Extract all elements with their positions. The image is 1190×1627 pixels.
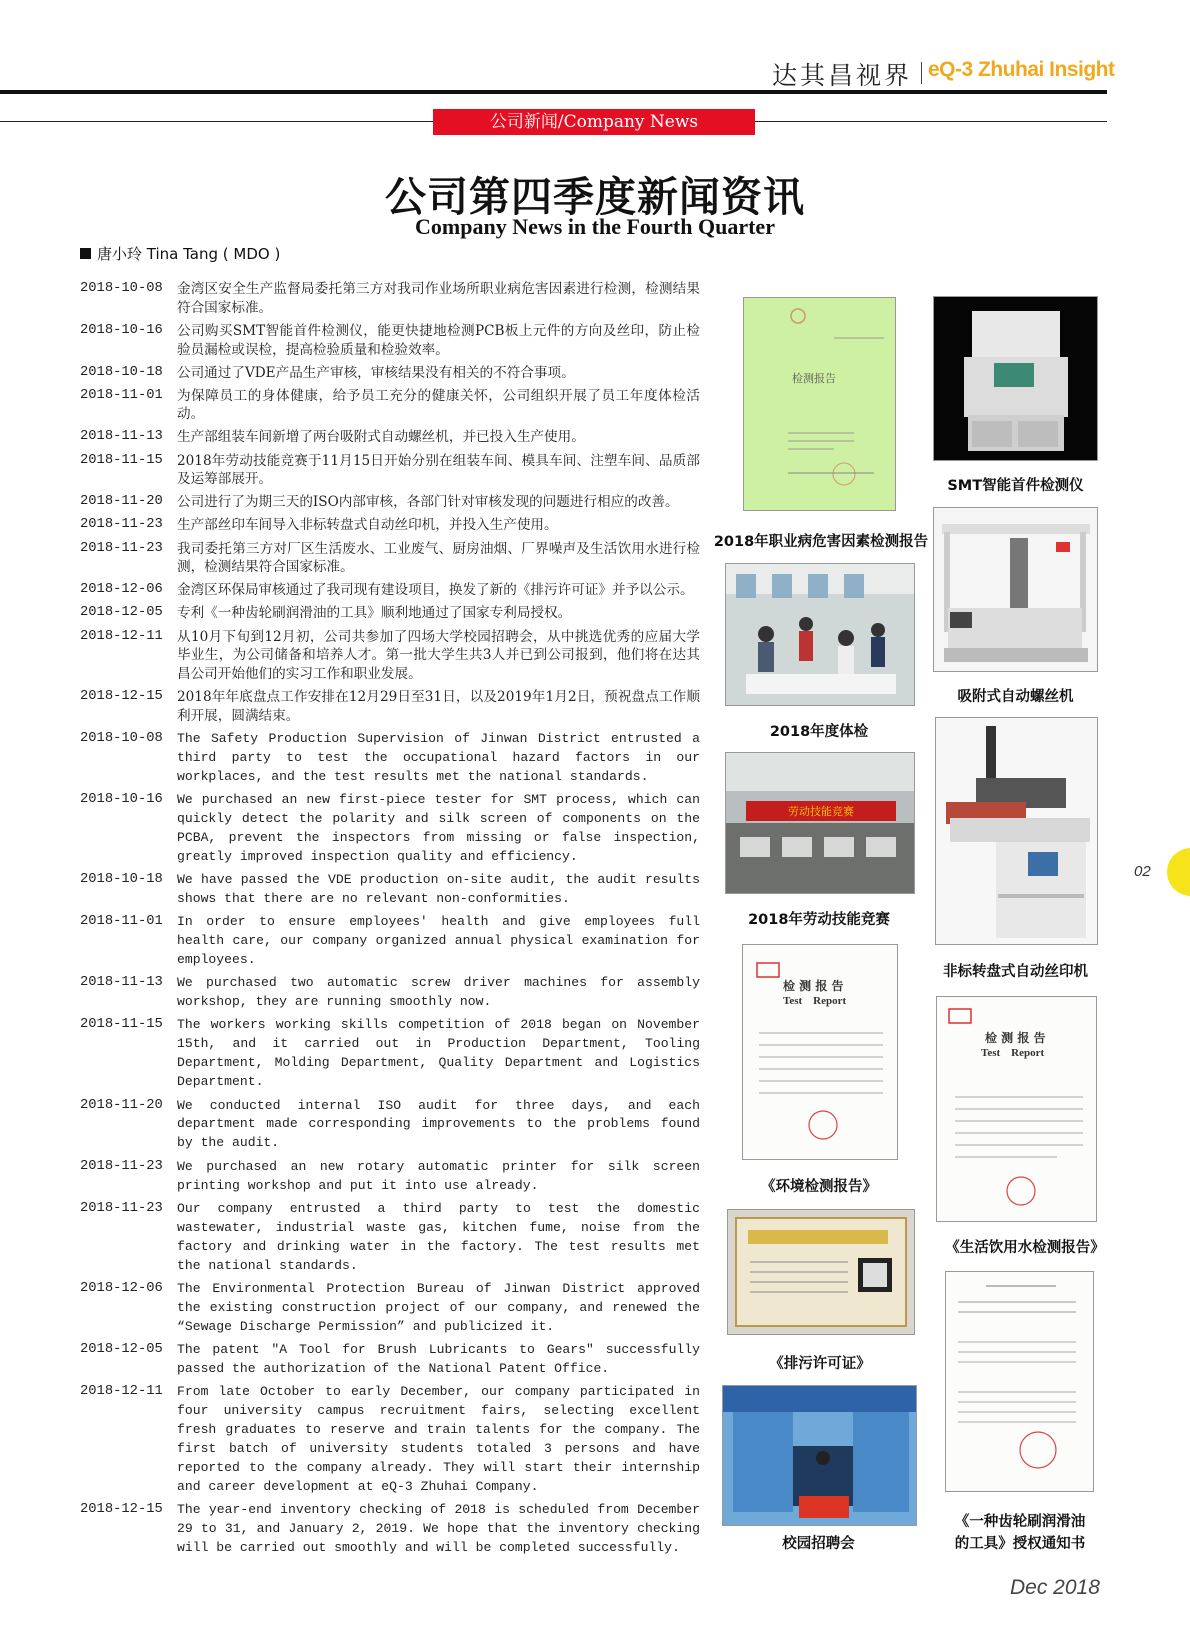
news-text: We purchased two automatic screw driver machines for assembly workshop, they are running smoothly now.: [177, 975, 700, 1010]
news-date: 2018-11-13: [80, 429, 163, 445]
news-item-en: [80, 791, 700, 867]
patent-notice-photo: [945, 1271, 1094, 1492]
news-date: 2018-10-18: [80, 871, 163, 887]
news-item-en: [80, 1383, 700, 1496]
news-text: 公司购买SMT智能首件检测仪，能更快捷地检测PCB板上元件的方向及丝印，防止检验员漏检或误检，提高检验质量和检验效率。: [177, 322, 700, 358]
news-date: 2018-12-05: [80, 605, 163, 621]
machine-image: [936, 718, 1097, 944]
news-text: Our company entrusted a third party to test the domestic wastewater, industrial waste gas, kitchen fume, noise from the factory and drinking water in the factory. The test results met the national standards.: [177, 1200, 700, 1273]
news-item-en: [80, 974, 700, 1012]
news-item: [80, 322, 700, 359]
news-text: 我司委托第三方对厂区生活废水、工业废气、厨房油烟、厂界噪声及生活饮用水进行检测，检测结果符合国家标准。: [177, 540, 700, 576]
news-text: The Safety Production Supervision of Jinwan District entrusted a third party to test the occupational hazard factors in our workplaces, and the test results met the national standards.: [177, 730, 700, 784]
news-item-en: [80, 1501, 700, 1558]
report-heading-en: Test Report: [981, 1047, 1045, 1059]
news-item-en: [80, 1200, 700, 1276]
occupational-report-photo: [743, 297, 896, 511]
caption-patent-line2: 的工具》授权通知书: [954, 1536, 1086, 1552]
header-separator: [921, 62, 922, 84]
news-item: [80, 516, 700, 535]
news-text: 公司进行了为期三天的ISO内部审核，各部门针对审核发现的问题进行相应的改善。: [177, 494, 679, 511]
news-item: [80, 493, 700, 512]
news-date: 2018-11-15: [80, 452, 163, 468]
news-item: [80, 604, 700, 623]
news-item-en: [80, 1280, 700, 1337]
page-tab: [1167, 848, 1190, 896]
news-item: [80, 688, 700, 725]
news-date: 2018-10-18: [80, 364, 163, 380]
news-text: The patent "A Tool for Brush Lubricants to Gears" successfully passed the authorization of the National Patent Office.: [177, 1341, 700, 1376]
news-list: [80, 280, 700, 1562]
machine-image: [934, 297, 1097, 460]
caption-env-report: 《环境检测报告》: [761, 1179, 877, 1195]
permit-photo: [727, 1209, 915, 1335]
report-heading: 检 测 报 告: [783, 979, 844, 993]
news-item: [80, 628, 700, 684]
news-item: [80, 280, 700, 317]
news-text: 生产部组装车间新增了两台吸附式自动螺丝机，并已投入生产使用。: [177, 429, 585, 446]
header-rule: [0, 90, 1107, 94]
env-report-photo: [742, 944, 898, 1160]
news-text: 金湾区环保局审核通过了我司现有建设项目，换发了新的《排污许可证》并予以公示。: [177, 582, 694, 599]
author-line: [80, 243, 280, 264]
bullet-square-icon: [80, 248, 91, 259]
news-item-en: [80, 913, 700, 970]
caption-water-report: 《生活饮用水检测报告》: [945, 1240, 1105, 1256]
machine-image: [934, 508, 1097, 671]
news-item: [80, 428, 700, 447]
report-heading: 检 测 报 告: [985, 1031, 1046, 1045]
news-date: 2018-10-16: [80, 322, 163, 338]
news-text: We conducted internal ISO audit for three days, and each department made corresponding improvements to the problems found by the audit.: [177, 1097, 700, 1151]
news-date: 2018-11-23: [80, 1200, 163, 1216]
photo-image: [726, 753, 914, 893]
magazine-title-en: eQ-3 Zhuhai Insight: [928, 58, 1115, 81]
news-item-en: [80, 1097, 700, 1154]
news-text: 金湾区安全生产监督局委托第三方对我司作业场所职业病危害因素进行检测，检测结果符合国家标准。: [177, 281, 700, 316]
news-item-en: [80, 1341, 700, 1379]
caption-screw: 吸附式自动螺丝机: [957, 689, 1074, 705]
news-text: 从10月下旬到12月初，公司共参加了四场大学校园招聘会，从中挑选优秀的应届大学毕业生，为公司储备和培养人才。第一批大学生共3人并已到公司报到，他们将在达其昌公司开始他们的实习工作和职业发展。: [177, 628, 700, 682]
article-title-en: Company News in the Fourth Quarter: [415, 214, 775, 239]
news-date: 2018-12-11: [80, 1384, 163, 1400]
screw-machine-photo: [933, 507, 1098, 672]
news-text: We purchased an new rotary automatic printer for silk screen printing workshop and put it into use already.: [177, 1158, 700, 1193]
news-date: 2018-12-11: [80, 628, 163, 644]
news-item-en: [80, 871, 700, 909]
article-title-cn: 公司第四季度新闻资讯: [385, 173, 805, 221]
news-item: [80, 540, 700, 577]
photo-image: [723, 1386, 916, 1525]
news-date: 2018-11-01: [80, 914, 163, 930]
news-text: From late October to early December, our company participated in four university campus recruitment fairs, selecting excellent fresh graduates to reserve and train talents for the company. The first batch of university students totaled 3 persons and have reported to the company already. They will start their internship and career development at eQ-3 Zhuhai Company.: [177, 1384, 700, 1494]
news-text: The workers working skills competition of 2018 began on November 15th, and it carried out in Production Department, Tooling Department, Molding Department, Quality Department and Logistics Department.: [177, 1017, 700, 1090]
news-date: 2018-11-15: [80, 1017, 163, 1033]
news-date: 2018-10-16: [80, 791, 163, 807]
campus-recruitment-photo: [722, 1385, 917, 1526]
news-item-en: [80, 730, 700, 787]
caption-physical: 2018年度体检: [769, 724, 869, 740]
news-date: 2018-11-23: [80, 517, 163, 533]
news-date: 2018-12-05: [80, 1341, 163, 1357]
water-report-photo: [936, 996, 1097, 1222]
news-text: 专利《一种齿轮刷润滑油的工具》顺利地通过了国家专利局授权。: [177, 605, 572, 622]
news-date: 2018-11-23: [80, 540, 163, 556]
news-text: 公司通过了VDE产品生产审核，审核结果没有相关的不符合事项。: [177, 364, 575, 381]
smt-tester-photo: [933, 296, 1098, 461]
banner-text: 劳动技能竞赛: [788, 805, 854, 818]
report-heading: 检测报告: [792, 372, 836, 385]
caption-competition: 2018年劳动技能竞赛: [748, 912, 890, 928]
news-item: [80, 387, 700, 424]
caption-campus: 校园招聘会: [782, 1536, 855, 1552]
news-date: 2018-12-06: [80, 1280, 163, 1296]
news-text: 生产部丝印车间导入非标转盘式自动丝印机，并投入生产使用。: [177, 517, 558, 534]
section-label: 公司新闻/Company News: [433, 109, 755, 135]
news-text: In order to ensure employees' health and give employees full health care, our company organized annual physical examination for employees.: [177, 914, 700, 967]
caption-patent-line1: 《一种齿轮刷润滑油: [954, 1514, 1086, 1530]
news-text: 2018年劳动技能竞赛于11月15日开始分别在组装车间、模具车间、注塑车间、品质部及运筹部展开。: [177, 452, 700, 488]
news-item: [80, 581, 700, 600]
news-date: 2018-11-20: [80, 1097, 163, 1113]
news-date: 2018-12-15: [80, 1501, 163, 1517]
news-item: [80, 364, 700, 383]
physical-exam-photo: [725, 563, 915, 706]
news-date: 2018-10-08: [80, 730, 163, 746]
caption-permit: 《排污许可证》: [769, 1356, 871, 1372]
news-date: 2018-12-15: [80, 689, 163, 705]
news-date: 2018-10-08: [80, 281, 163, 296]
news-item-en: [80, 1158, 700, 1196]
news-text: The year-end inventory checking of 2018 is scheduled from December 29 to 31, and January 2, 2019. We hope that the inventory checking will be carried out smoothly and will be completed successfully.: [177, 1501, 700, 1555]
author-name: 唐小玲 Tina Tang ( MDO ): [97, 245, 281, 263]
caption-report: 2018年职业病危害因素检测报告: [713, 534, 929, 550]
caption-printer: 非标转盘式自动丝印机: [943, 964, 1088, 980]
document-image: [728, 1210, 914, 1334]
competition-photo: [725, 752, 915, 894]
news-item: [80, 452, 700, 489]
printer-photo: [935, 717, 1098, 945]
issue-date: Dec 2018: [1010, 1576, 1100, 1599]
news-text: We purchased an new first-piece tester for SMT process, which can quickly detect the polarity and silk screen of components on the PCBA, prevent the inspectors from missing or false inspection, greatly improved inspection quality and efficiency.: [177, 791, 700, 864]
document-image: [744, 298, 895, 510]
news-date: 2018-11-23: [80, 1158, 163, 1174]
news-date: 2018-11-20: [80, 494, 163, 510]
news-text: 为保障员工的身体健康，给予员工充分的健康关怀，公司组织开展了员工年度体检活动。: [177, 387, 700, 423]
magazine-title-cn: 达其昌视界: [772, 61, 913, 90]
news-text: The Environmental Protection Bureau of Jinwan District approved the existing construction project of our company, and renewed the “Sewage Discharge Permission” and publicized it.: [177, 1280, 700, 1334]
caption-smt: SMT智能首件检测仪: [947, 478, 1084, 494]
news-date: 2018-11-01: [80, 387, 163, 403]
report-heading-en: Test Report: [783, 995, 847, 1007]
page-number: 02: [1134, 863, 1151, 880]
news-item-en: [80, 1016, 700, 1092]
photo-image: [726, 564, 914, 705]
document-image: [946, 1272, 1093, 1491]
news-date: 2018-12-06: [80, 582, 163, 598]
news-text: We have passed the VDE production on-site audit, the audit results shows that there are no relevant non-conformities.: [177, 871, 700, 906]
news-text: 2018年年底盘点工作安排在12月29日至31日，以及2019年1月2日，预祝盘点工作顺利开展，圆满结束。: [177, 689, 700, 724]
news-date: 2018-11-13: [80, 975, 163, 991]
